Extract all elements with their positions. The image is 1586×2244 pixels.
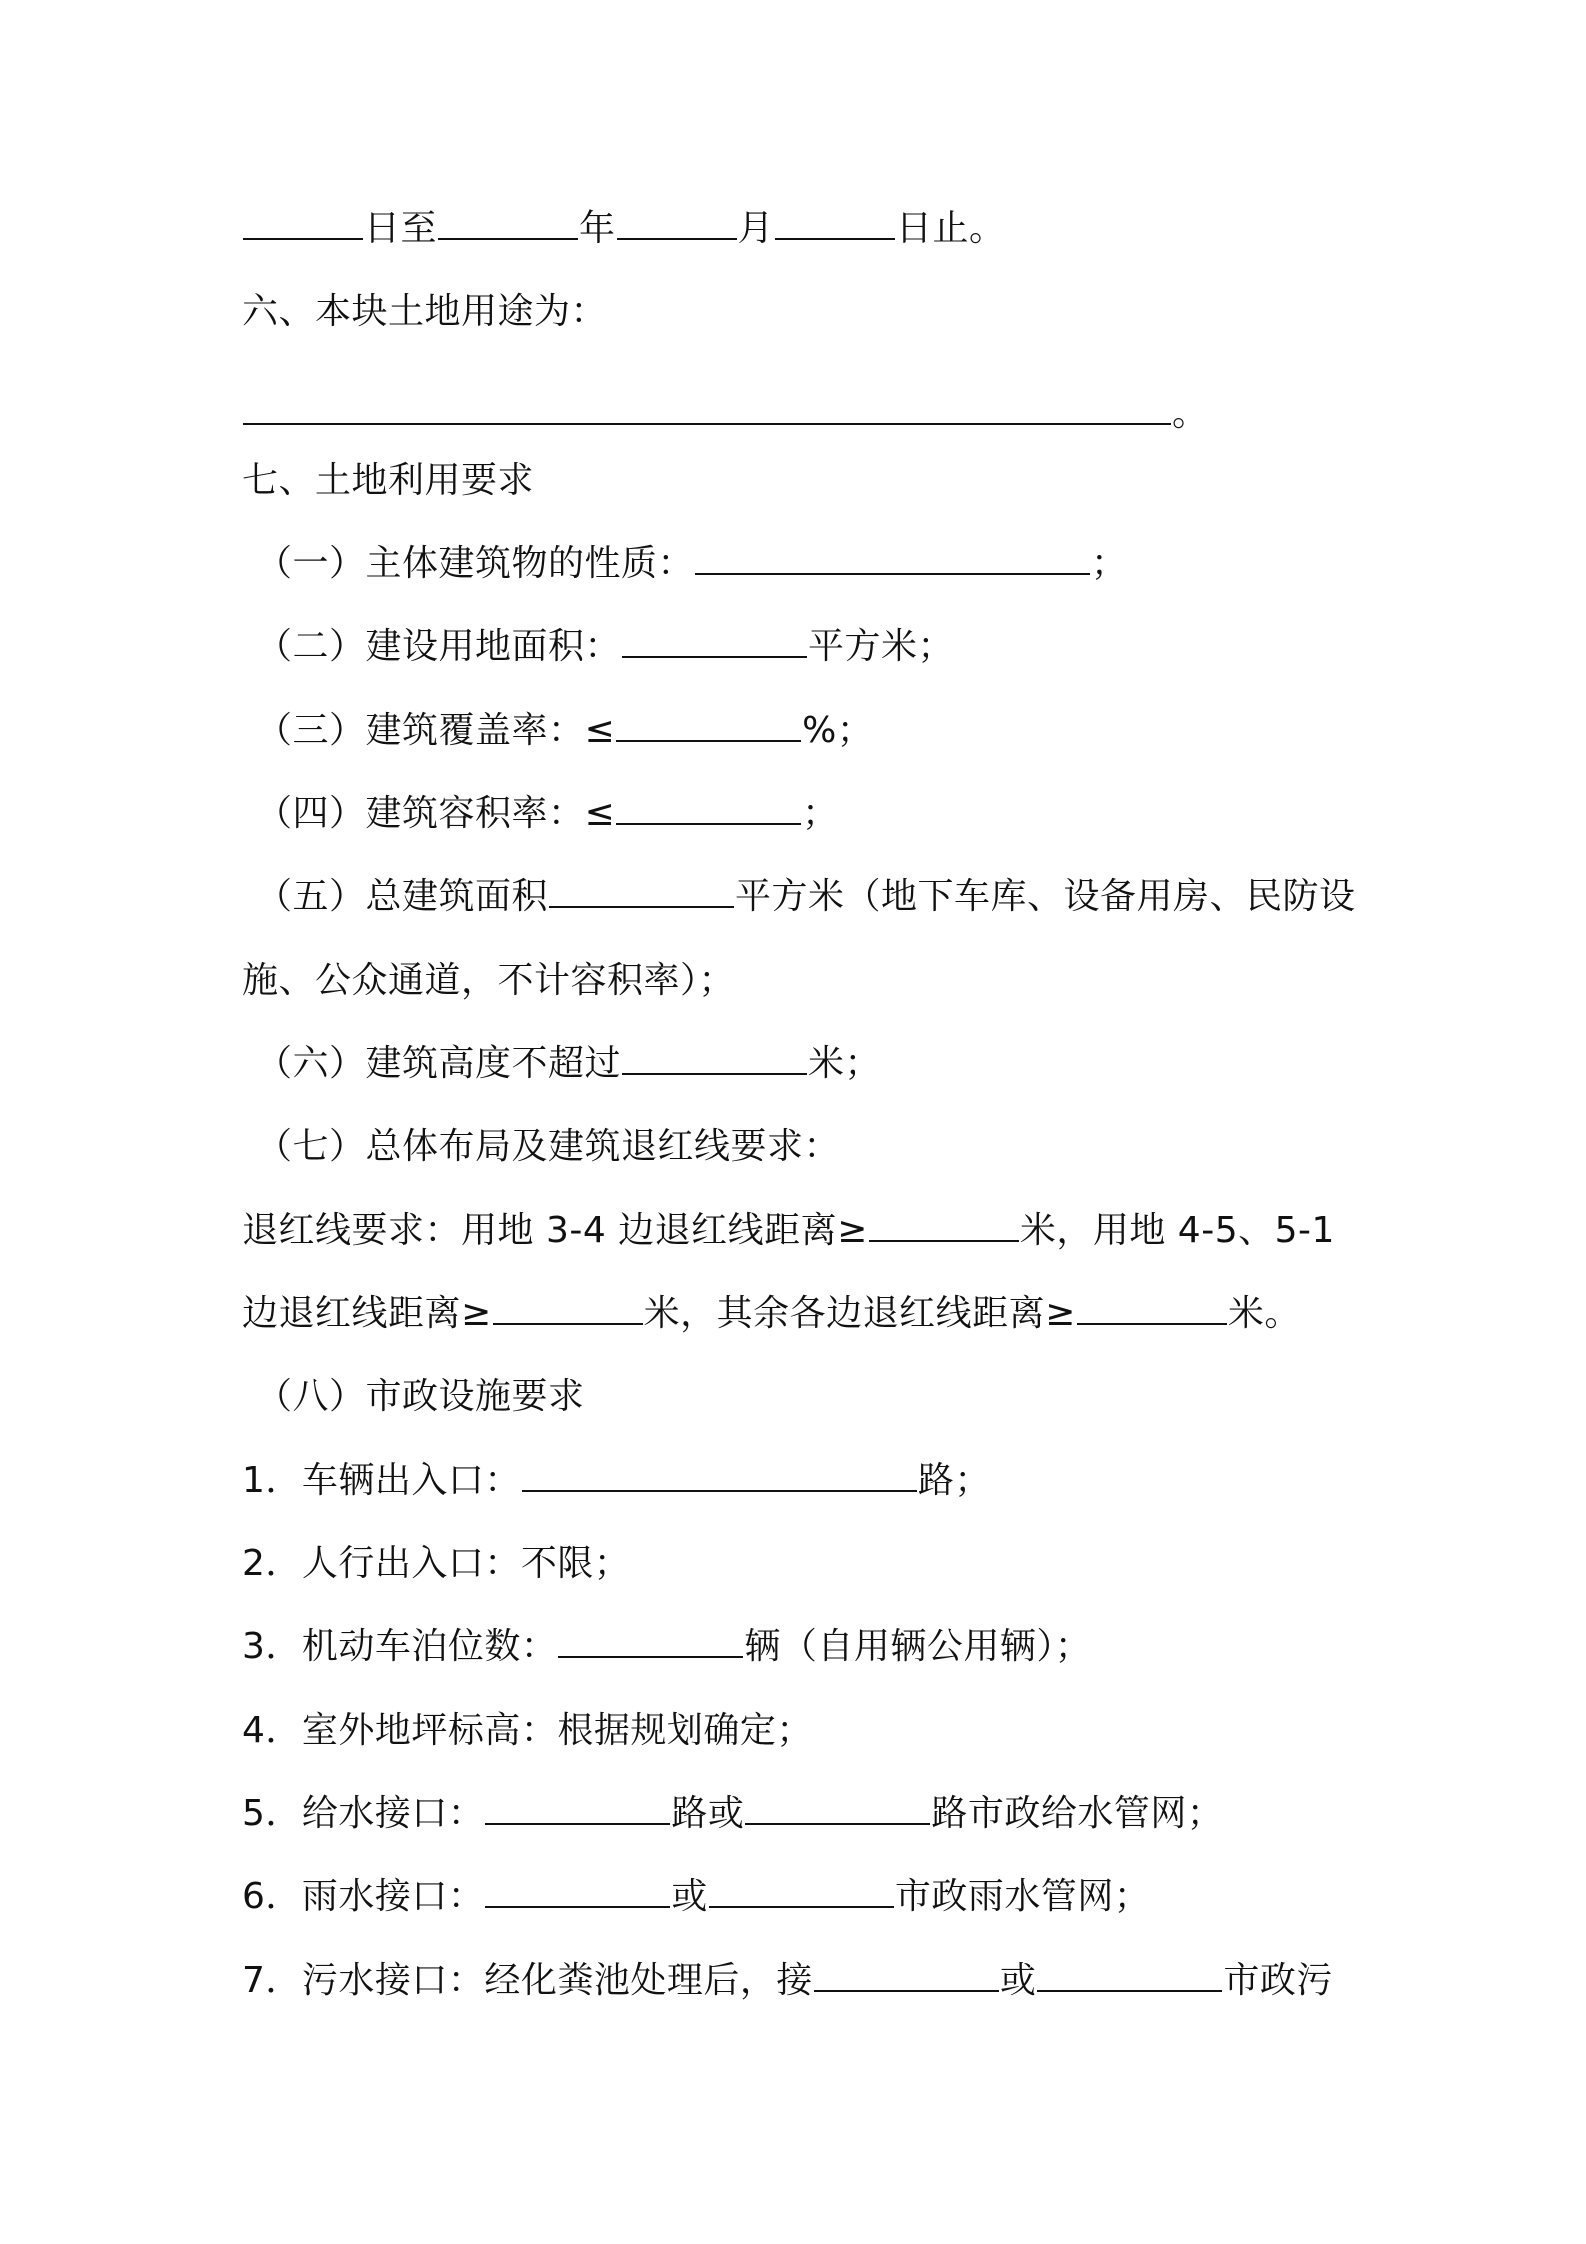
blank-field[interactable]: [616, 793, 801, 825]
blank-field[interactable]: [745, 1793, 930, 1825]
item-coverage-ratio: （三）建筑覆盖率：≤ %；: [256, 710, 874, 751]
item-layout-setback: （七）总体布局及建筑退红线要求：: [256, 1126, 841, 1167]
blank-field[interactable]: [522, 1460, 917, 1492]
blank-field[interactable]: [616, 710, 801, 742]
blank-field[interactable]: [243, 393, 1171, 425]
item-building-height: （六）建筑高度不超过 米；: [256, 1043, 882, 1084]
blank-field[interactable]: [549, 876, 734, 908]
item-municipal-facilities: （八）市政设施要求: [256, 1376, 585, 1417]
facility-ground-elevation: 4．室外地坪标高：根据规划确定；: [242, 1710, 813, 1751]
blank-field[interactable]: [485, 1793, 670, 1825]
item-building-nature: （一）主体建筑物的性质： ；: [256, 543, 1128, 584]
item-floor-area-ratio: （四）建筑容积率：≤ ；: [256, 793, 839, 834]
blank-field[interactable]: [695, 543, 1090, 575]
facility-sewage: 7．污水接口：经化粪池处理后，接 或 市政污: [242, 1960, 1333, 2001]
facility-rainwater: 6．雨水接口： 或 市政雨水管网；: [242, 1876, 1151, 1917]
blank-field[interactable]: [493, 1293, 643, 1325]
setback-requirements-line-1: 退红线要求：用地 3-4 边退红线距离≥ 米，用地 4-5、5-1: [242, 1210, 1335, 1251]
blank-field[interactable]: [1077, 1293, 1227, 1325]
facility-water-supply: 5．给水接口： 路或 路市政给水管网；: [242, 1793, 1224, 1834]
blank-field[interactable]: [243, 208, 363, 240]
blank-field[interactable]: [1037, 1960, 1222, 1992]
blank-field[interactable]: [775, 208, 895, 240]
blank-field[interactable]: [617, 208, 737, 240]
item-total-floor-area-cont: 施、公众通道，不计容积率）；: [242, 960, 736, 1001]
section-seven-heading: 七、土地利用要求: [242, 460, 535, 501]
line-land-use-blank: 。: [242, 390, 1209, 438]
line-date-range: 日至 年 月 日止。: [242, 205, 1006, 253]
blank-field[interactable]: [438, 208, 578, 240]
blank-field[interactable]: [622, 1043, 807, 1075]
facility-pedestrian-entrance: 2．人行出入口：不限；: [242, 1543, 631, 1584]
setback-requirements-line-2: 边退红线距离≥ 米，其余各边退红线距离≥ 米。: [242, 1293, 1301, 1334]
blank-field[interactable]: [558, 1626, 743, 1658]
section-six-heading: 六、本块土地用途为：: [242, 291, 608, 332]
blank-field[interactable]: [485, 1876, 670, 1908]
blank-field[interactable]: [709, 1876, 894, 1908]
item-total-floor-area: （五）总建筑面积 平方米（地下车库、设备用房、民防设: [256, 876, 1356, 917]
facility-parking-spaces: 3．机动车泊位数： 辆（自用辆公用辆）；: [242, 1626, 1092, 1667]
blank-field[interactable]: [622, 626, 807, 658]
item-site-area: （二）建设用地面积： 平方米；: [256, 626, 955, 667]
blank-field[interactable]: [814, 1960, 999, 1992]
blank-field[interactable]: [869, 1210, 1019, 1242]
facility-vehicle-entrance: 1．车辆出入口： 路；: [242, 1460, 991, 1501]
